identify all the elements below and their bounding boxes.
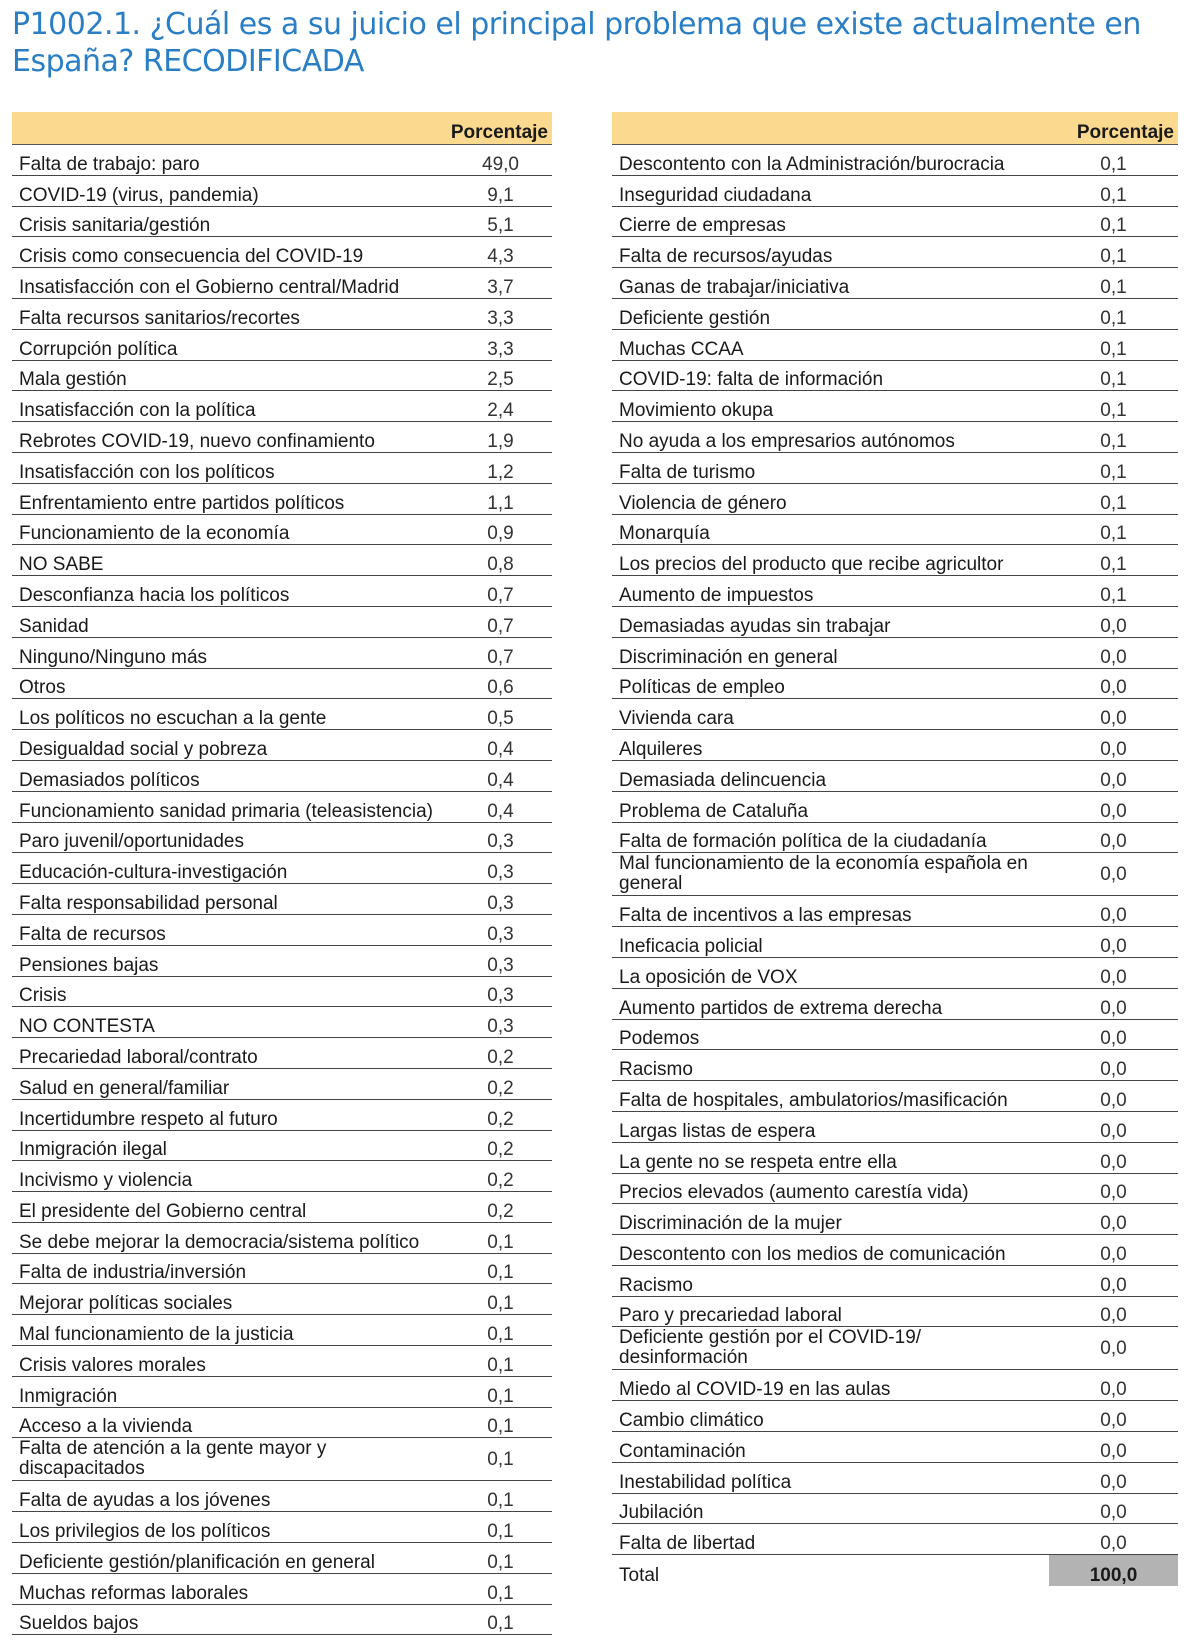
problem-label: COVID-19 (virus, pandemia) [12, 175, 449, 206]
percentage-value: 0,0 [1049, 1432, 1178, 1463]
problem-label: Funcionamiento de la economía [12, 514, 449, 545]
problem-label: Alquileres [612, 730, 1049, 761]
problem-label: Precios elevados (aumento carestía vida) [612, 1173, 1049, 1204]
percentage-column-header: Porcentaje [449, 112, 552, 145]
table-row [12, 1407, 552, 1438]
table-row [612, 1327, 1178, 1370]
table-row [12, 483, 552, 514]
table-row [612, 1173, 1178, 1204]
problem-label: Violencia de género [612, 483, 1049, 514]
percentage-value: 0,3 [449, 853, 552, 884]
percentage-value: 0,7 [449, 606, 552, 637]
problem-label: Inmigración ilegal [12, 1130, 449, 1161]
problem-label: Falta de incentivos a las empresas [612, 896, 1049, 927]
table-row [612, 957, 1178, 988]
table-row [612, 576, 1178, 607]
table-row [612, 268, 1178, 299]
total-label: Total [619, 1565, 660, 1587]
problem-label: Descontento con los medios de comunicación [612, 1235, 1049, 1266]
table-row [612, 606, 1178, 637]
problem-label: Falta recursos sanitarios/recortes [12, 298, 449, 329]
table-row [612, 1462, 1178, 1493]
table-row [12, 1007, 552, 1038]
percentage-value: 0,0 [1049, 1265, 1178, 1296]
table-row [612, 1432, 1178, 1463]
percentage-value: 0,7 [449, 637, 552, 668]
table-row [612, 514, 1178, 545]
table-row [12, 760, 552, 791]
percentage-value: 3,3 [449, 329, 552, 360]
problem-label: Inseguridad ciudadana [612, 175, 1049, 206]
table-row [12, 1346, 552, 1377]
problem-label: Monarquía [612, 514, 1049, 545]
percentage-value: 0,3 [449, 945, 552, 976]
percentage-value: 3,3 [449, 298, 552, 329]
percentage-value: 0,1 [1049, 483, 1178, 514]
table-row [612, 1235, 1178, 1266]
percentage-value: 0,1 [449, 1376, 552, 1407]
table-row [12, 1573, 552, 1604]
percentage-value: 0,1 [1049, 514, 1178, 545]
problem-label: Falta de ayudas a los jóvenes [12, 1481, 449, 1512]
problem-label: Los políticos no escuchan a la gente [12, 699, 449, 730]
problem-label: Insatisfacción con la política [12, 391, 449, 422]
problem-label: La gente no se respeta entre ella [612, 1142, 1049, 1173]
table-row [612, 822, 1178, 853]
percentage-value: 0,0 [1049, 853, 1178, 896]
problem-label: Crisis valores morales [12, 1346, 449, 1377]
table-row [612, 699, 1178, 730]
problem-label: Precariedad laboral/contrato [12, 1038, 449, 1069]
percentage-value: 0,0 [1049, 730, 1178, 761]
problem-label: Contaminación [612, 1432, 1049, 1463]
table-row [12, 1543, 552, 1574]
percentage-value: 0,1 [449, 1543, 552, 1574]
percentage-value: 0,0 [1049, 668, 1178, 699]
table-row [612, 791, 1178, 822]
problem-label: Incivismo y violencia [12, 1161, 449, 1192]
table-row [12, 1038, 552, 1069]
percentage-value: 0,0 [1049, 1111, 1178, 1142]
problem-label: Movimiento okupa [612, 391, 1049, 422]
problem-label: Ganas de trabajar/iniciativa [612, 268, 1049, 299]
table-row [12, 945, 552, 976]
header-label-cell [612, 112, 1049, 145]
table-row [612, 360, 1178, 391]
table-row [612, 391, 1178, 422]
problem-label: Falta de formación política de la ciudadanía [612, 822, 1049, 853]
table-row [612, 1524, 1178, 1555]
table-row [12, 1222, 552, 1253]
percentage-value: 0,1 [1049, 329, 1178, 360]
problem-label: Podemos [612, 1019, 1049, 1050]
problem-label: Falta de hospitales, ambulatorios/masificación [612, 1081, 1049, 1112]
percentage-value: 0,1 [1049, 298, 1178, 329]
percentage-value: 0,0 [1049, 1204, 1178, 1235]
problem-label: Demasiados políticos [12, 760, 449, 791]
header-label-cell [12, 112, 449, 145]
table-row [12, 1512, 552, 1543]
problem-label: Paro juvenil/oportunidades [12, 822, 449, 853]
percentage-value: 0,1 [449, 1222, 552, 1253]
problem-label: Insatisfacción con el Gobierno central/Madrid [12, 268, 449, 299]
problem-label: Salud en general/familiar [12, 1068, 449, 1099]
percentage-value: 0,1 [449, 1253, 552, 1284]
percentage-value: 0,0 [1049, 1493, 1178, 1524]
problem-label: Falta de recursos [12, 914, 449, 945]
problem-label: Miedo al COVID-19 en las aulas [612, 1370, 1049, 1401]
percentage-value: 0,2 [449, 1161, 552, 1192]
percentage-value: 4,3 [449, 237, 552, 268]
percentage-value: 0,0 [1049, 1050, 1178, 1081]
percentage-value: 0,1 [449, 1573, 552, 1604]
table-row [12, 514, 552, 545]
percentage-value: 0,0 [1049, 1462, 1178, 1493]
percentage-value: 0,0 [1049, 791, 1178, 822]
problem-label: Vivienda cara [612, 699, 1049, 730]
problem-label: Sueldos bajos [12, 1604, 449, 1635]
table-row [612, 896, 1178, 927]
percentage-value: 0,0 [1049, 1019, 1178, 1050]
table-row [612, 1081, 1178, 1112]
table-row [612, 206, 1178, 237]
problem-label: Los precios del producto que recibe agricultor [612, 545, 1049, 576]
table-row [12, 606, 552, 637]
page-title: P1002.1. ¿Cuál es a su juicio el principal problema que existe actualmente en España? RECODIFICADA [12, 7, 1141, 79]
table-header-row [12, 112, 552, 145]
problem-label: Descontento con la Administración/burocracia [612, 145, 1049, 176]
percentage-value: 0,0 [1049, 1401, 1178, 1432]
percentage-value: 49,0 [449, 145, 552, 176]
problem-label: Deficiente gestión/planificación en general [12, 1543, 449, 1574]
percentage-value: 0,1 [1049, 268, 1178, 299]
problem-label: Discriminación en general [612, 637, 1049, 668]
table-row [612, 145, 1178, 176]
percentage-value: 0,0 [1049, 1142, 1178, 1173]
percentage-value: 0,0 [1049, 1524, 1178, 1555]
table-row [612, 1019, 1178, 1050]
table-row [12, 1376, 552, 1407]
percentage-value: 0,1 [1049, 206, 1178, 237]
problem-label: Mala gestión [12, 360, 449, 391]
table-row [612, 1142, 1178, 1173]
problem-label: Inestabilidad política [612, 1462, 1049, 1493]
problem-label: Cierre de empresas [612, 206, 1049, 237]
problem-label: Demasiadas ayudas sin trabajar [612, 606, 1049, 637]
percentage-value: 0,4 [449, 730, 552, 761]
percentage-value: 0,1 [449, 1604, 552, 1635]
percentage-value: 0,0 [1049, 699, 1178, 730]
problem-label: NO SABE [12, 545, 449, 576]
table-row [12, 1161, 552, 1192]
problem-label: Largas listas de espera [612, 1111, 1049, 1142]
table-row [12, 730, 552, 761]
problem-label: Muchas reformas laborales [12, 1573, 449, 1604]
problem-label: La oposición de VOX [612, 957, 1049, 988]
problem-label: Crisis como consecuencia del COVID-19 [12, 237, 449, 268]
percentage-value: 1,2 [449, 452, 552, 483]
problem-label: Pensiones bajas [12, 945, 449, 976]
percentage-value: 0,1 [449, 1346, 552, 1377]
problem-label: Paro y precariedad laboral [612, 1296, 1049, 1327]
percentage-value: 0,0 [1049, 760, 1178, 791]
percentage-value: 0,1 [1049, 145, 1178, 176]
problem-label: Educación-cultura-investigación [12, 853, 449, 884]
problem-label: Falta de industria/inversión [12, 1253, 449, 1284]
problem-label: Mal funcionamiento de la economía española en general [612, 853, 1049, 896]
problem-label: Rebrotes COVID-19, nuevo confinamiento [12, 422, 449, 453]
problem-label: Ineficacia policial [612, 927, 1049, 958]
table-row [612, 1296, 1178, 1327]
table-row [612, 1111, 1178, 1142]
problem-label: Problema de Cataluña [612, 791, 1049, 822]
problem-label: Desigualdad social y pobreza [12, 730, 449, 761]
table-row [612, 668, 1178, 699]
percentage-value: 0,0 [1049, 637, 1178, 668]
table-row [12, 1481, 552, 1512]
table-row [612, 452, 1178, 483]
percentage-column-header: Porcentaje [1049, 112, 1178, 145]
problem-label: Corrupción política [12, 329, 449, 360]
percentage-value: 0,1 [1049, 422, 1178, 453]
percentage-value: 0,1 [1049, 391, 1178, 422]
table-row [612, 1265, 1178, 1296]
table-row [12, 699, 552, 730]
total-value: 100,0 [1049, 1555, 1178, 1587]
problem-label: Insatisfacción con los políticos [12, 452, 449, 483]
table-row [612, 1401, 1178, 1432]
percentage-value: 0,1 [1049, 576, 1178, 607]
percentage-value: 0,0 [1049, 988, 1178, 1019]
percentage-value: 0,1 [1049, 360, 1178, 391]
table-row [612, 298, 1178, 329]
problem-label: Falta de atención a la gente mayor y discapacitados [12, 1438, 449, 1481]
table-row [12, 822, 552, 853]
table-row [12, 422, 552, 453]
percentage-value: 0,4 [449, 791, 552, 822]
percentage-value: 0,2 [449, 1038, 552, 1069]
percentage-value: 0,1 [1049, 452, 1178, 483]
table-row [12, 791, 552, 822]
table-row [612, 637, 1178, 668]
percentage-value: 0,2 [449, 1130, 552, 1161]
problem-label: Racismo [612, 1265, 1049, 1296]
table-row [12, 1284, 552, 1315]
problem-label: Falta de turismo [612, 452, 1049, 483]
percentage-value: 0,0 [1049, 927, 1178, 958]
percentage-value: 2,4 [449, 391, 552, 422]
table-row [612, 1204, 1178, 1235]
problem-label: Discriminación de la mujer [612, 1204, 1049, 1235]
percentage-value: 5,1 [449, 206, 552, 237]
table-row [12, 175, 552, 206]
problem-label: Otros [12, 668, 449, 699]
percentage-value: 1,9 [449, 422, 552, 453]
table-row [12, 914, 552, 945]
table-row [12, 452, 552, 483]
table-row [612, 1493, 1178, 1524]
percentage-value: 0,2 [449, 1192, 552, 1223]
table-row [612, 988, 1178, 1019]
table-row [612, 853, 1178, 896]
percentage-value: 0,3 [449, 976, 552, 1007]
percentage-value: 3,7 [449, 268, 552, 299]
total-row [612, 1555, 1178, 1587]
percentage-value: 0,3 [449, 914, 552, 945]
percentage-value: 0,1 [449, 1315, 552, 1346]
problem-label: Demasiada delincuencia [612, 760, 1049, 791]
problem-label: Inmigración [12, 1376, 449, 1407]
problem-label: Aumento de impuestos [612, 576, 1049, 607]
table-row [612, 237, 1178, 268]
problem-label: Sanidad [12, 606, 449, 637]
table-row [612, 927, 1178, 958]
percentage-value: 0,1 [449, 1284, 552, 1315]
percentage-value: 0,1 [1049, 175, 1178, 206]
table-header-row [612, 112, 1178, 145]
percentage-value: 0,1 [449, 1512, 552, 1543]
percentage-value: 0,0 [1049, 1370, 1178, 1401]
table-row [12, 884, 552, 915]
problem-label: Mal funcionamiento de la justicia [12, 1315, 449, 1346]
percentage-value: 0,0 [1049, 606, 1178, 637]
table-row [612, 730, 1178, 761]
table-row [612, 1370, 1178, 1401]
table-row [612, 422, 1178, 453]
problem-label: NO CONTESTA [12, 1007, 449, 1038]
problem-label: Crisis [12, 976, 449, 1007]
percentage-value: 2,5 [449, 360, 552, 391]
percentage-value: 0,8 [449, 545, 552, 576]
percentage-value: 0,4 [449, 760, 552, 791]
table-row [12, 268, 552, 299]
table-row [612, 760, 1178, 791]
table-row [12, 1130, 552, 1161]
percentage-value: 9,1 [449, 175, 552, 206]
problem-label: Falta de libertad [612, 1524, 1049, 1555]
table-row [12, 545, 552, 576]
percentage-value: 1,1 [449, 483, 552, 514]
problem-label: No ayuda a los empresarios autónomos [612, 422, 1049, 453]
problem-label: Falta de trabajo: paro [12, 145, 449, 176]
problem-label: Falta de recursos/ayudas [612, 237, 1049, 268]
table-row [12, 1099, 552, 1130]
problem-label: Falta responsabilidad personal [12, 884, 449, 915]
problem-label: Desconfianza hacia los políticos [12, 576, 449, 607]
table-row [612, 175, 1178, 206]
table-row [12, 1604, 552, 1635]
table-row [12, 237, 552, 268]
table-row [612, 545, 1178, 576]
table-row [12, 329, 552, 360]
problem-label: Enfrentamiento entre partidos políticos [12, 483, 449, 514]
problem-label: Ninguno/Ninguno más [12, 637, 449, 668]
percentage-value: 0,2 [449, 1068, 552, 1099]
results-table-right-body [612, 145, 1178, 1587]
percentage-value: 0,2 [449, 1099, 552, 1130]
percentage-value: 0,1 [449, 1438, 552, 1481]
problem-label: Aumento partidos de extrema derecha [612, 988, 1049, 1019]
table-row [12, 668, 552, 699]
table-row [12, 576, 552, 607]
percentage-value: 0,0 [1049, 1173, 1178, 1204]
problem-label: Jubilación [612, 1493, 1049, 1524]
percentage-value: 0,6 [449, 668, 552, 699]
percentage-value: 0,0 [1049, 822, 1178, 853]
table-row [612, 329, 1178, 360]
table-row [12, 391, 552, 422]
table-row [12, 145, 552, 176]
problem-label: Funcionamiento sanidad primaria (teleasistencia) [12, 791, 449, 822]
results-table-left-body [12, 145, 552, 1635]
percentage-value: 0,0 [1049, 1296, 1178, 1327]
table-row [12, 1253, 552, 1284]
table-row [12, 1192, 552, 1223]
problem-label: Racismo [612, 1050, 1049, 1081]
table-row [12, 206, 552, 237]
results-table-left [12, 112, 552, 1635]
problem-label: Mejorar políticas sociales [12, 1284, 449, 1315]
table-row [12, 637, 552, 668]
problem-label: Crisis sanitaria/gestión [12, 206, 449, 237]
problem-label: Se debe mejorar la democracia/sistema político [12, 1222, 449, 1253]
percentage-value: 0,9 [449, 514, 552, 545]
percentage-value: 0,0 [1049, 957, 1178, 988]
table-row [12, 1315, 552, 1346]
percentage-value: 0,1 [1049, 545, 1178, 576]
table-row [12, 976, 552, 1007]
table-row [12, 360, 552, 391]
percentage-value: 0,3 [449, 884, 552, 915]
percentage-value: 0,3 [449, 1007, 552, 1038]
problem-label: COVID-19: falta de información [612, 360, 1049, 391]
problem-label: Deficiente gestión por el COVID-19/ desinformación [612, 1327, 1049, 1370]
problem-label: Cambio climático [612, 1401, 1049, 1432]
percentage-value: 0,1 [449, 1407, 552, 1438]
problem-label: Los privilegios de los políticos [12, 1512, 449, 1543]
table-row [612, 1050, 1178, 1081]
percentage-value: 0,0 [1049, 1327, 1178, 1370]
problem-label: Políticas de empleo [612, 668, 1049, 699]
table-row [12, 853, 552, 884]
percentage-value: 0,5 [449, 699, 552, 730]
percentage-value: 0,0 [1049, 1235, 1178, 1266]
table-row [612, 483, 1178, 514]
problem-label: Acceso a la vivienda [12, 1407, 449, 1438]
percentage-value: 0,1 [1049, 237, 1178, 268]
problem-label: El presidente del Gobierno central [12, 1192, 449, 1223]
percentage-value: 0,1 [449, 1481, 552, 1512]
percentage-value: 0,3 [449, 822, 552, 853]
percentage-value: 0,0 [1049, 1081, 1178, 1112]
percentage-value: 0,7 [449, 576, 552, 607]
problem-label: Incertidumbre respeto al futuro [12, 1099, 449, 1130]
table-row [12, 1068, 552, 1099]
results-table-right [612, 112, 1178, 1586]
percentage-value: 0,0 [1049, 896, 1178, 927]
table-row [12, 298, 552, 329]
problem-label: Deficiente gestión [612, 298, 1049, 329]
problem-label: Muchas CCAA [612, 329, 1049, 360]
table-row [12, 1438, 552, 1481]
